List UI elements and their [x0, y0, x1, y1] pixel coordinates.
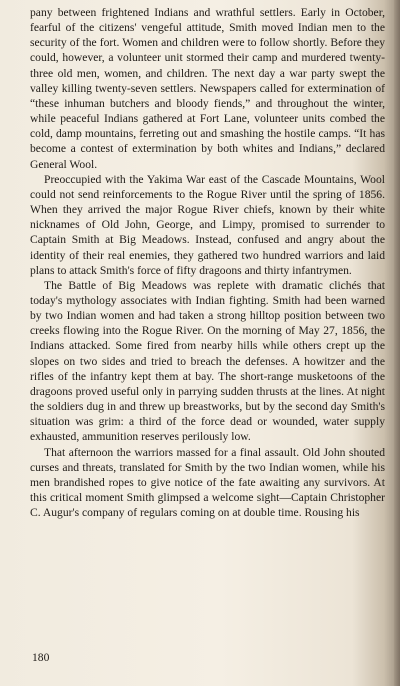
paragraph-3: The Battle of Big Meadows was replete with dramatic clichés that today's mythology associates with Indian fighting. Smith had been warned by two Indian women and had taken a strong hilltop position between two creeks flowing into the Rogue River. On the morning of May 27, 1856, the Indians attacked. Some fired from nearby hills while others crept up the slopes on two sides and tried to breach the defenses. A howitzer and the rifles of the infantry kept them at bay. The short-range musketoons of the dragoons proved useful only in parrying sudden thrusts at the lines. At night the soldiers dug in and threw up breastworks, but by the second day Smith's situation was grim: a third of the force dead or wounded, water supply exhausted, ammunition reserves perilously low.	[30, 278, 385, 444]
paragraph-2: Preoccupied with the Yakima War east of the Cascade Mountains, Wool could not send reinforcements to the Rogue River until the spring of 1856. When they arrived the major Rogue River chiefs, known by their white nicknames of Old John, George, and Limpy, promised to surrender to Captain Smith at Big Meadows. Instead, confused and angry about the identity of their real enemies, they gathered two hundred warriors and laid plans to attack Smith's force of fifty dragoons and thirty infantrymen.	[30, 172, 385, 277]
paragraph-1: pany between frightened Indians and wrathful settlers. Early in October, fearful of the citizens' vengeful attitude, Smith moved Indian men to the security of the fort. Women and children were to follow shortly. Before they could, however, a volunteer unit stormed their camp and murdered twenty-three old men, women, and children. The next day a war party swept the valley killing twenty-seven settlers. Newspapers called for extermination of “these inhuman butchers and bloody fiends,” and throughout the winter, while peaceful Indians gathered at Fort Lane, volunteer units combed the cold, damp mountains, ferreting out and smashing the hostile camps. “It has become a contest of extermination by both whites and Indians,” declared General Wool.	[30, 6, 385, 171]
page-body	[30, 5, 385, 520]
paragraph-4: That afternoon the warriors massed for a final assault. Old John shouted curses and threats, translated for Smith by the two Indian women, while his men brandished ropes to give notice of the fate awaiting any survivors. At this critical moment Smith glimpsed a welcome sight—Captain Christopher C. Augur's company of regulars coming on at double time. Rousing his	[30, 445, 385, 520]
page-edge-shadow	[394, 0, 400, 686]
page-number: 180	[32, 651, 50, 664]
